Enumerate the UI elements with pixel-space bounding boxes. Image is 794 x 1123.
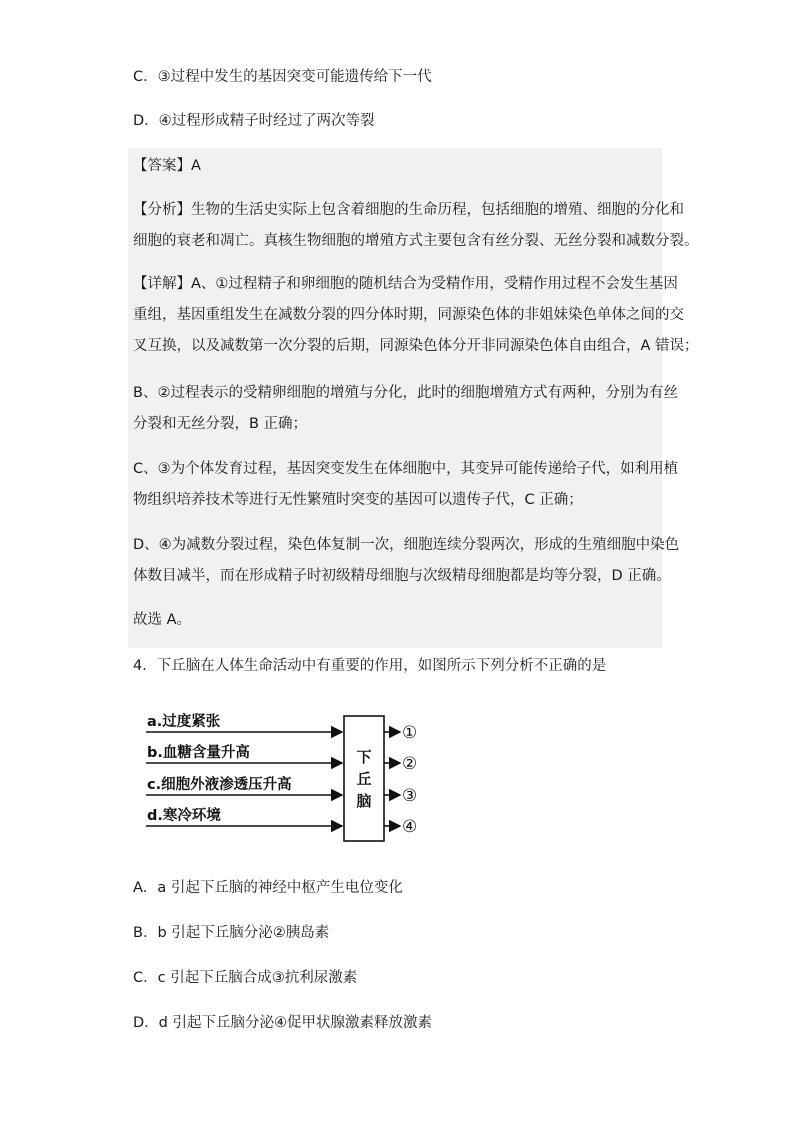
answer-label: 【答案】A <box>133 158 201 174</box>
prev-option-c: C．③过程中发生的基因突变可能遗传给下一代 <box>133 69 432 85</box>
detail-a-line: 【详解】A、①过程精子和卵细胞的随机结合为受精作用，受精作用过程不会发生基因 <box>133 276 678 292</box>
output-arrows <box>384 732 400 826</box>
output-label-2: ② <box>402 754 418 774</box>
detail-d-line: D、④为减数分裂过程，染色体复制一次，细胞连续分裂两次，形成的生殖细胞中染色 <box>133 537 680 553</box>
analysis-paragraph <box>133 195 699 257</box>
q4-option-c[interactable]: C．c 引起下丘脑合成③抗利尿激素 <box>133 970 358 986</box>
analysis-line: 细胞的衰老和凋亡。真核生物细胞的增殖方式主要包含有丝分裂、无丝分裂和减数分裂。 <box>133 233 699 249</box>
hypothalamus-diagram <box>130 696 430 846</box>
detail-b-line: B、②过程表示的受精卵细胞的增殖与分化，此时的细胞增殖方式有两种，分别为有丝 <box>133 385 678 401</box>
conclusion: 故选 A。 <box>133 612 192 628</box>
detail-a-line: 重组，基因重组发生在减数分裂的四分体时期，同源染色体的非姐妹染色单体之间的交 <box>133 307 684 323</box>
detail-c-line: 物组织培养技术等进行无性繁殖时突变的基因可以遗传子代，C 正确； <box>133 492 583 508</box>
detail-d-paragraph <box>133 530 680 592</box>
q4-option-d[interactable]: D．d 引起下丘脑分泌④促甲状腺激素释放激素 <box>133 1015 432 1031</box>
output-label-4: ④ <box>402 817 418 837</box>
detail-d-line: 体数目减半，而在形成精子时初级精母细胞与次级精母细胞都是均等分裂，D 正确。 <box>133 568 671 584</box>
analysis-line: 【分析】生物的生活史实际上包含着细胞的生命历程，包括细胞的增殖、细胞的分化和 <box>133 202 684 218</box>
detail-b-paragraph <box>133 378 678 440</box>
output-label-3: ③ <box>402 786 418 806</box>
q4-option-a[interactable]: A．a 引起下丘脑的神经中枢产生电位变化 <box>133 880 403 896</box>
detail-c-line: C、③为个体发育过程，基因突变发生在体细胞中，其变异可能传递给子代，如利用植 <box>133 461 679 477</box>
box-label-char: 脑 <box>356 792 372 810</box>
input-label-a: a.过度紧张 <box>147 714 221 730</box>
detail-c-paragraph <box>133 454 679 516</box>
detail-a-paragraph <box>133 269 699 362</box>
question-4-stem: 4．下丘脑在人体生命活动中有重要的作用，如图所示下列分析不正确的是 <box>133 658 607 674</box>
input-label-c: c.细胞外液渗透压升高 <box>147 777 292 793</box>
input-label-b: b.血糖含量升高 <box>147 745 250 761</box>
output-label-1: ① <box>402 723 418 743</box>
box-label-char: 下 <box>356 748 372 766</box>
input-label-d: d.寒冷环境 <box>147 808 221 824</box>
detail-a-line: 叉互换，以及减数第一次分裂的后期，同源染色体分开非同源染色体自由组合，A 错误； <box>133 338 699 354</box>
prev-option-d: D．④过程形成精子时经过了两次等裂 <box>133 113 375 129</box>
detail-b-line: 分裂和无丝分裂，B 正确； <box>133 416 308 432</box>
box-label-char: 丘 <box>356 770 372 788</box>
q4-option-b[interactable]: B．b 引起下丘脑分泌②胰岛素 <box>133 925 330 941</box>
